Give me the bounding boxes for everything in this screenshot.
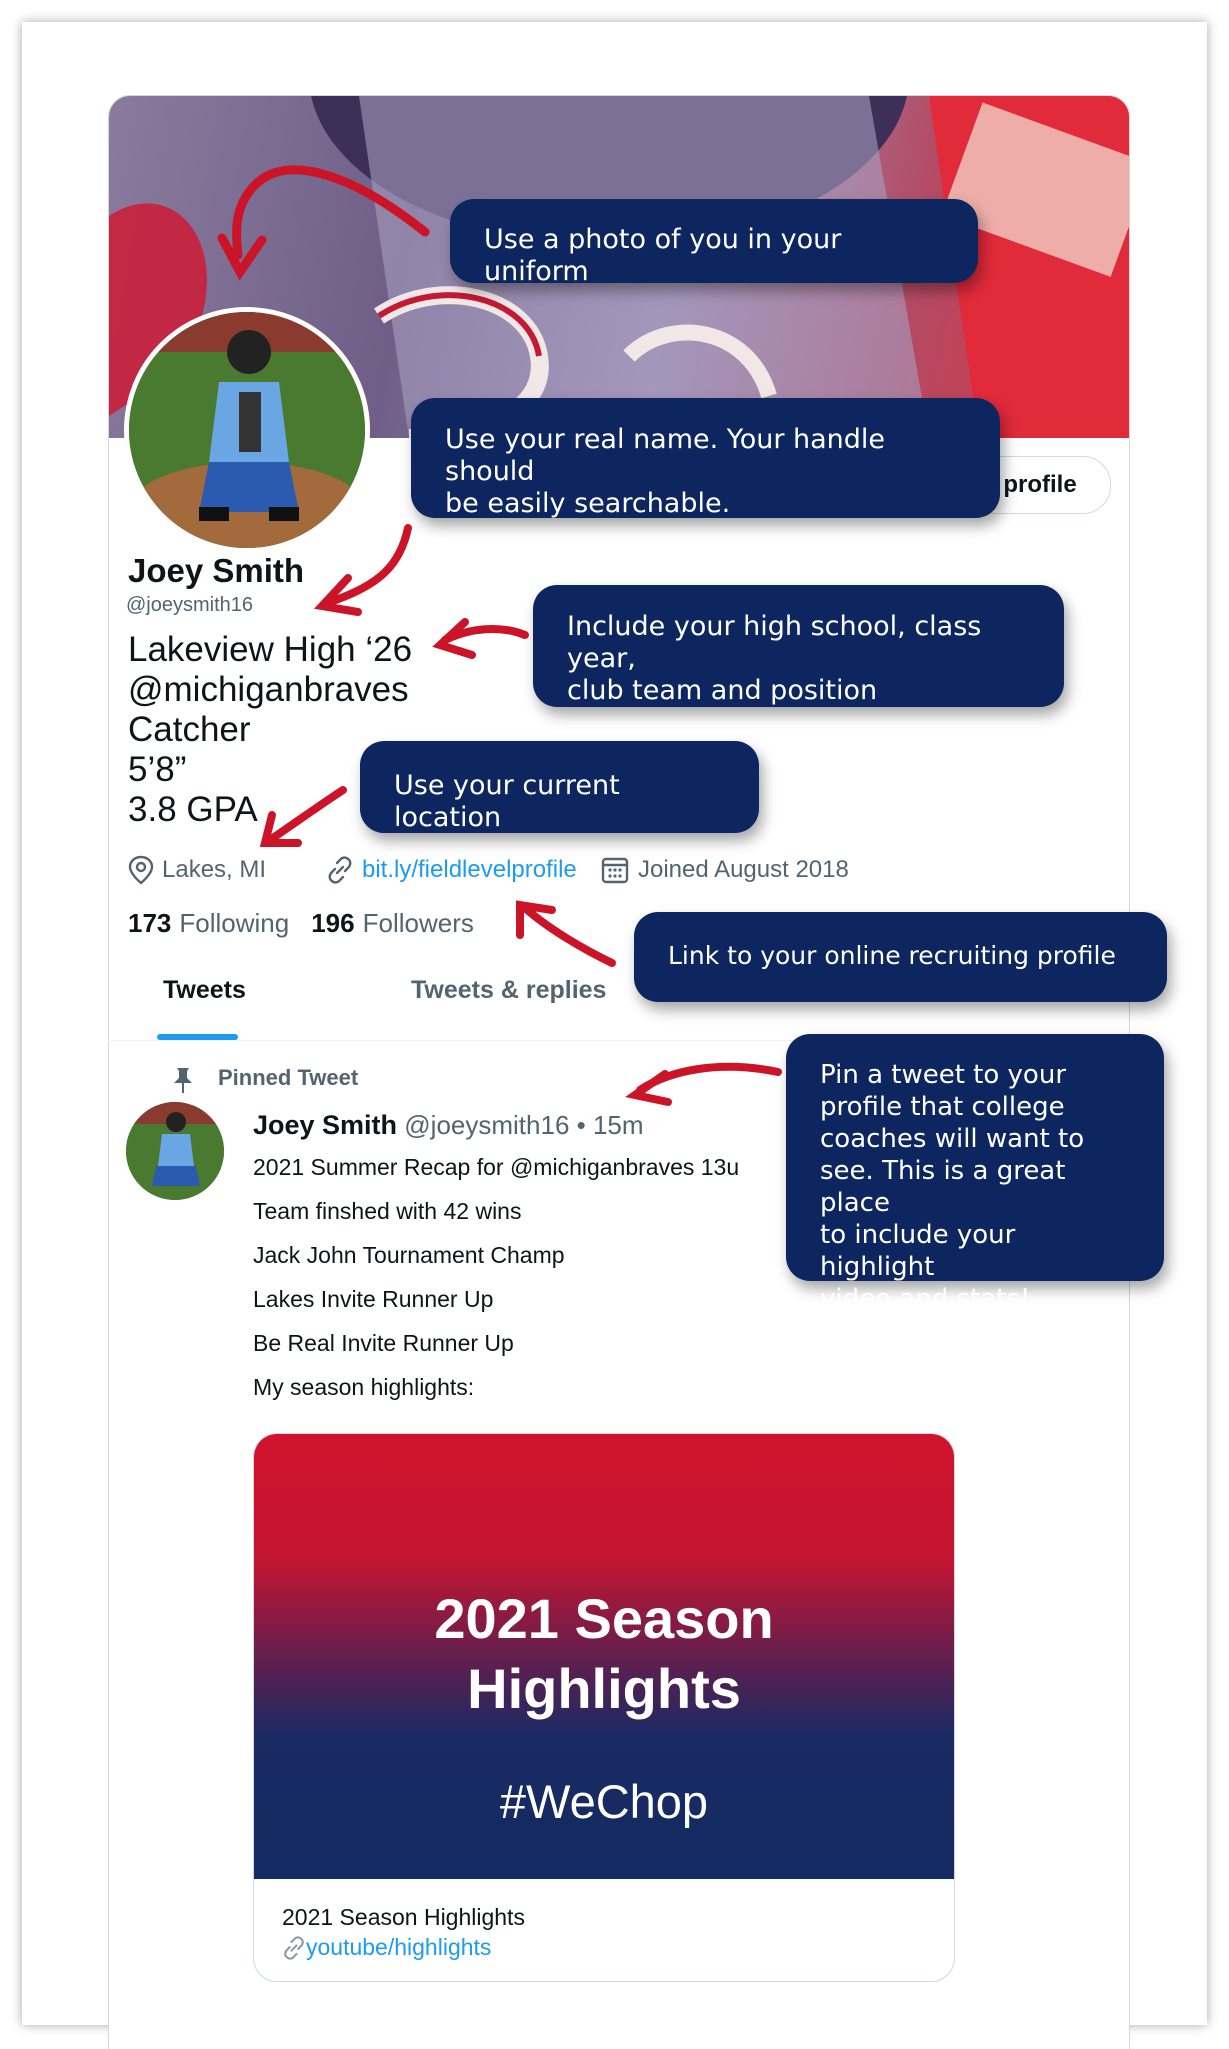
callout-text: Use your current location	[394, 770, 620, 833]
following-count: 173	[128, 908, 172, 938]
highlight-video-thumbnail[interactable]	[254, 1434, 954, 1879]
callout-text: club team and position	[567, 675, 878, 706]
display-name: Joey Smith	[128, 552, 305, 589]
follow-counts	[128, 908, 474, 939]
link-preview-card[interactable]	[253, 1433, 955, 1982]
tweet-line: Lakes Invite Runner Up	[253, 1286, 494, 1312]
callout-text: Include your high school, class year,	[567, 611, 982, 674]
bio-line: Catcher	[128, 710, 251, 749]
pin-icon	[170, 1066, 196, 1099]
followers-count: 196	[311, 908, 355, 938]
tweet-line: Team finshed with 42 wins	[253, 1198, 522, 1224]
bio-line: 3.8 GPA	[128, 790, 258, 829]
followers-label: Followers	[362, 908, 474, 938]
tweet-handle-time: @joeysmith16 • 15m	[404, 1110, 644, 1140]
callout-pin-tweet	[786, 1034, 1164, 1314]
thumbnail-title	[254, 1584, 954, 1724]
tweet-line: Be Real Invite Runner Up	[253, 1330, 514, 1356]
profile-link[interactable]	[326, 853, 577, 887]
callout-text: be easily searchable.	[445, 488, 731, 519]
callout-text: Use your real name. Your handle should	[445, 424, 886, 487]
profile-joined	[600, 853, 849, 887]
callout-text: Use a photo of you in your uniform	[484, 224, 842, 287]
tweet-avatar[interactable]	[126, 1102, 224, 1200]
pinned-tweet-label: Pinned Tweet	[218, 1065, 359, 1090]
tweet-line: 2021 Summer Recap for @michiganbraves 13u	[253, 1154, 740, 1180]
callout-text: see. This is a great place	[820, 1156, 1066, 1218]
thumbnail-title-line: Highlights	[467, 1657, 741, 1720]
location-text: Lakes, MI	[162, 856, 267, 883]
bio-line: @michiganbraves	[128, 670, 409, 709]
card-link-text[interactable]: youtube/highlights	[306, 1934, 492, 1960]
callout-text: profile that college	[820, 1092, 1065, 1122]
thumbnail-title-line: 2021 Season	[434, 1587, 774, 1650]
callout-real-name	[411, 398, 1000, 518]
tab-tweets-and-replies[interactable]: Tweets & replies	[411, 976, 607, 1004]
bio-line: 5’8”	[128, 750, 187, 789]
callout-text: Pin a tweet to your	[820, 1060, 1067, 1090]
following-label: Following	[179, 908, 290, 938]
profile-link-text[interactable]: bit.ly/fieldlevelprofile	[362, 856, 577, 883]
edit-profile-button[interactable]: profile	[969, 456, 1111, 514]
catcher-thumbnail	[126, 1102, 224, 1200]
card-link[interactable]	[282, 1934, 491, 1961]
followers-link[interactable]	[311, 908, 474, 939]
callout-text: Link to your online recruiting profile	[668, 941, 1116, 970]
tab-tweets[interactable]: Tweets	[163, 976, 246, 1004]
profile-avatar[interactable]	[124, 307, 370, 553]
callout-uniform-photo	[450, 199, 978, 287]
link-icon	[282, 1936, 306, 1960]
callout-text: to include your highlight	[820, 1220, 1016, 1282]
tweet-line: Jack John Tournament Champ	[253, 1242, 565, 1268]
following-link[interactable]	[128, 908, 289, 939]
profile-handle: @joeysmith16	[126, 594, 254, 616]
link-icon	[326, 856, 354, 884]
tweet-body	[253, 1152, 739, 1416]
callout-text: coaches will want to	[820, 1124, 1085, 1154]
profile-location	[128, 853, 266, 887]
callout-recruiting-link	[634, 912, 1167, 1002]
calendar-icon	[600, 855, 630, 885]
tweet-header	[253, 1110, 644, 1141]
callout-text: video and stats!	[820, 1284, 1031, 1314]
tweet-author[interactable]: Joey Smith	[253, 1110, 398, 1140]
callout-school-info	[533, 585, 1064, 707]
joined-text: Joined August 2018	[638, 856, 849, 883]
location-pin-icon	[128, 855, 154, 885]
callout-location	[360, 741, 759, 833]
catcher-photo	[129, 312, 365, 548]
thumbnail-hashtag: #WeChop	[499, 1775, 709, 1828]
tweet-line: My season highlights:	[253, 1374, 475, 1400]
card-caption: 2021 Season Highlights	[282, 1904, 525, 1930]
bio-line: Lakeview High ‘26	[128, 630, 413, 669]
